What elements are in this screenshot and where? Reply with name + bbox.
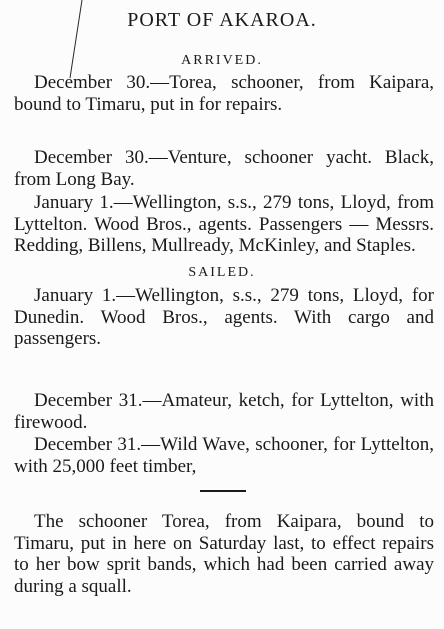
page-title: PORT OF AKAROA. <box>127 9 317 31</box>
sailed-entry: January 1.—Wellington, s.s., 279 tons, Lloyd, for Dunedin. Wood Bros., agents. With cargo and passengers. <box>14 285 434 349</box>
section-heading-arrived: ARRIVED. <box>181 53 263 68</box>
sailed-entry: December 31.—Wild Wave, schooner, for Lyttelton, with 25,000 feet timber, <box>14 434 434 477</box>
arrived-entry: December 30.—Torea, schooner, from Kaipara, bound to Timaru, put in for repairs. <box>14 72 434 115</box>
section-divider <box>200 490 246 492</box>
section-heading-sailed: SAILED. <box>188 265 256 280</box>
arrived-entry: January 1.—Wellington, s.s., 279 tons, Lloyd, from Lyttelton. Wood Bros., agents. Passengers — Messrs. Redding, Billens, Mullready, McKinley, and Staples. <box>14 192 434 256</box>
news-note: The schooner Torea, from Kaipara, bound to Timaru, put in here on Saturday last, to effect repairs to her bow sprit bands, which had been carried away during a squall. <box>14 511 434 597</box>
sailed-entry: December 31.—Amateur, ketch, for Lyttelton, with firewood. <box>14 390 434 433</box>
arrived-entry: December 30.—Venture, schooner yacht. Black, from Long Bay. <box>14 147 434 190</box>
